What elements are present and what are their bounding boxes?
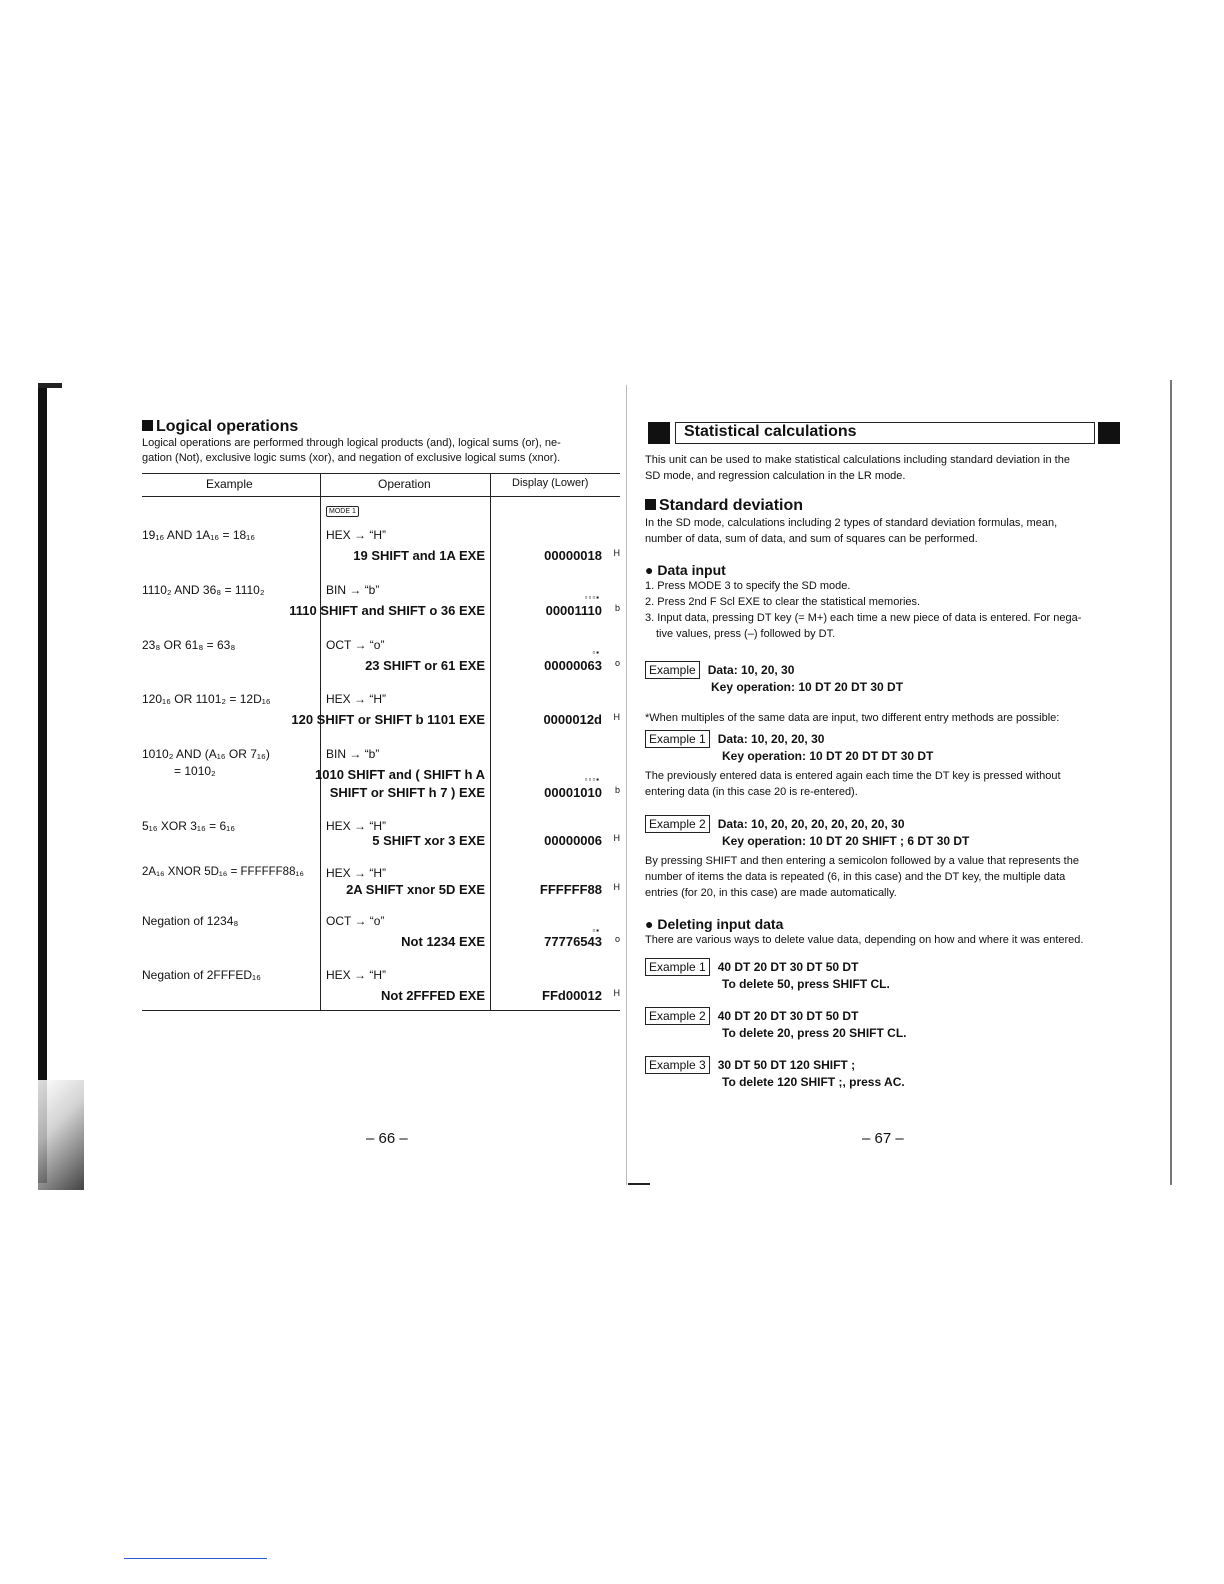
deleting-intro: There are various ways to delete value data, depending on how and where it was entered. [645,934,1084,946]
square-bullet-icon [142,420,153,431]
step-2: 2. Press 2nd F Scl EXE to clear the statistical memories. [645,596,921,608]
delete-example-2-keys: 40 DT 20 DT 30 DT 50 DT [717,1009,859,1023]
operation-keys: 5 SHIFT xor 3 EXE [372,833,485,848]
example-1-keys: Key operation: 10 DT 20 DT DT 30 DT [722,749,934,763]
scan-tick [628,1183,650,1185]
operation-mode: HEX → “H” [326,866,386,880]
operation-keys: Not 1234 EXE [401,934,485,949]
page-gutter [626,385,627,1185]
example-2-label: Example 2 [645,815,710,833]
base-indicator: H [613,988,620,998]
example-data: Data: 10, 20, 30 [707,663,795,677]
delete-example-1 [645,958,1125,992]
square-bullet-icon [645,499,656,510]
operation-keys: 19 SHIFT and 1A EXE [353,548,485,563]
example-2-keys: Key operation: 10 DT 20 SHIFT ; 6 DT 30 DT [722,834,970,848]
data-input-heading: ● Data input [645,562,726,578]
data-input-section [645,562,1125,642]
delete-example-2-action: To delete 20, press 20 SHIFT CL. [722,1026,907,1040]
title-block-right [1098,422,1120,444]
operation-mode: HEX → “H” [326,968,386,982]
operation-keys: 2A SHIFT xnor 5D EXE [346,882,485,897]
base-indicator: H [613,833,620,843]
example-keys: Key operation: 10 DT 20 DT 30 DT [711,680,904,694]
display-value: FFFFFF88 [539,882,602,897]
example-1-desc-1: The previously entered data is entered again each time the DT key is pressed without [645,770,1061,782]
operation-mode: OCT → “o” [326,638,385,652]
title-box [675,422,1095,444]
bit-indicator: ▫▪ [592,926,600,935]
delete-example-2-label: Example 2 [645,1007,710,1025]
std-line-1: In the SD mode, calculations including 2 types of standard deviation formulas, mean, [645,517,1058,529]
display-value: 00000018 [544,548,602,563]
deleting-section [645,916,1125,948]
delete-example-3-keys: 30 DT 50 DT 120 SHIFT ; [717,1058,856,1072]
display-value: 77776543 [544,934,602,949]
table-bottom-rule [142,1010,620,1011]
stat-intro [645,452,1125,484]
delete-example-3-action: To delete 120 SHIFT ;, press AC. [722,1075,905,1089]
col-display: Display (Lower) [512,477,589,489]
operation-keys: 1010 SHIFT and ( SHIFT h A [315,767,485,782]
table-header [142,473,620,497]
operation-mode: HEX → “H” [326,528,386,542]
stat-intro-line-2: SD mode, and regression calculation in the LR mode. [645,470,906,482]
logical-operations-heading: Logical operations [142,418,622,436]
scan-edge-right [1170,380,1172,1185]
example-1-block [645,730,1125,800]
base-indicator: b [614,603,620,613]
display-value: 00000063 [544,658,602,673]
left-page-header [142,418,622,466]
operation-keys: 120 SHIFT or SHIFT b 1101 EXE [291,712,485,727]
example-cell: Negation of 1234₈ [142,914,239,928]
operation-mode: BIN → “b” [326,747,380,761]
example-cell: 1110₂ AND 36₈ = 1110₂ [142,583,265,597]
base-indicator: b [614,785,620,795]
example-2-desc-2: number of items the data is repeated (6, in this case) and the DT key, the multiple data [645,871,1066,883]
example-2-desc-3: entries (for 20, in this case) are made automatically. [645,887,897,899]
page-number-right: – 67 – [862,1130,904,1147]
base-indicator: o [614,658,620,668]
scan-edge-left [38,383,47,1183]
example-cell: 1010₂ AND (A₁₆ OR 7₁₆) [142,747,270,761]
display-value: 00001110 [545,603,602,618]
example-2-block [645,815,1125,901]
delete-example-3-label: Example 3 [645,1056,710,1074]
example-cell: 23₈ OR 61₈ = 63₈ [142,638,236,652]
example-cell: 5₁₆ XOR 3₁₆ = 6₁₆ [142,819,236,833]
example-block [645,661,1125,695]
delete-example-1-label: Example 1 [645,958,710,976]
display-value: FFd00012 [542,988,602,1003]
operation-keys-continued: SHIFT or SHIFT h 7 ) EXE [329,785,485,800]
example-1-data: Data: 10, 20, 20, 30 [717,732,825,746]
display-value: 00000006 [544,833,602,848]
std-line-2: number of data, sum of data, and sum of squares can be performed. [645,533,978,545]
delete-example-1-keys: 40 DT 20 DT 30 DT 50 DT [717,960,859,974]
bit-indicator: ▫▫▫▪ [584,775,600,784]
operation-mode: BIN → “b” [326,583,380,597]
example-cell-continued: = 1010₂ [174,764,216,778]
operation-mode: OCT → “o” [326,914,385,928]
example-1-label: Example 1 [645,730,710,748]
base-indicator: H [613,882,620,892]
base-indicator: H [613,712,620,722]
base-indicator: o [614,934,620,944]
example-cell: 120₁₆ OR 1101₂ = 12D₁₆ [142,692,271,706]
step-3: 3. Input data, pressing DT key (= M+) each time a new piece of data is entered. For nega- [645,612,1082,624]
std-heading: Standard deviation [645,497,1125,515]
example-2-data: Data: 10, 20, 20, 20, 20, 20, 20, 30 [717,817,905,831]
base-indicator: H [613,548,620,558]
col-divider-2 [490,473,491,1011]
logical-intro [142,436,622,466]
operation-keys: 1110 SHIFT and SHIFT o 36 EXE [289,603,485,618]
step-3-continued: tive values, press (–) followed by DT. [656,628,836,640]
mode-key: MODE 1 [326,506,359,517]
delete-example-2 [645,1007,1125,1041]
std-intro [645,515,1125,547]
intro-line-2: gation (Not), exclusive logic sums (xor), and negation of exclusive logical sums (xnor). [142,452,561,464]
delete-example-3 [645,1056,1125,1090]
display-value: 0000012d [543,712,602,727]
example-cell: 2A₁₆ XNOR 5D₁₆ = FFFFFF88₁₆ [142,866,304,878]
title-text: Statistical calculations [684,423,857,440]
blue-underline [124,1558,267,1559]
standard-deviation-section [645,497,1125,547]
example-2-desc-1: By pressing SHIFT and then entering a semicolon followed by a value that represents the [645,855,1079,867]
multiples-note: *When multiples of the same data are input, two different entry methods are possible: [645,712,1060,724]
logical-operations-table [142,473,620,1011]
col-divider-1 [320,473,321,1011]
intro-line-1: Logical operations are performed through logical products (and), logical sums (or), ne- [142,437,561,449]
step-1: 1. Press MODE 3 to specify the SD mode. [645,580,851,592]
scan-edge-top [38,383,62,388]
display-value: 00001010 [544,785,602,800]
example-cell: Negation of 2FFFED₁₆ [142,968,261,982]
stat-intro-line-1: This unit can be used to make statistical calculations including standard deviation in the [645,454,1070,466]
operation-keys: Not 2FFFED EXE [380,988,485,1003]
col-operation: Operation [378,477,431,491]
title-block-left [648,422,670,444]
example-label: Example [645,661,700,679]
deleting-heading: ● Deleting input data [645,916,784,932]
bit-indicator: ▫▫▫▪ [584,593,600,602]
scan-corner-shadow [38,1080,84,1190]
operation-mode: HEX → “H” [326,819,386,833]
data-input-steps [645,578,1125,642]
example-1-desc-2: entering data (in this case 20 is re-entered). [645,786,858,798]
bit-indicator: ▫▪ [592,648,600,657]
delete-example-1-action: To delete 50, press SHIFT CL. [722,977,890,991]
example-cell: 19₁₆ AND 1A₁₆ = 18₁₆ [142,528,256,542]
operation-mode: HEX → “H” [326,692,386,706]
statistical-calculations-title [648,422,1120,444]
page-number-left: – 66 – [366,1130,408,1147]
col-example: Example [206,477,253,491]
operation-keys: 23 SHIFT or 61 EXE [365,658,485,673]
